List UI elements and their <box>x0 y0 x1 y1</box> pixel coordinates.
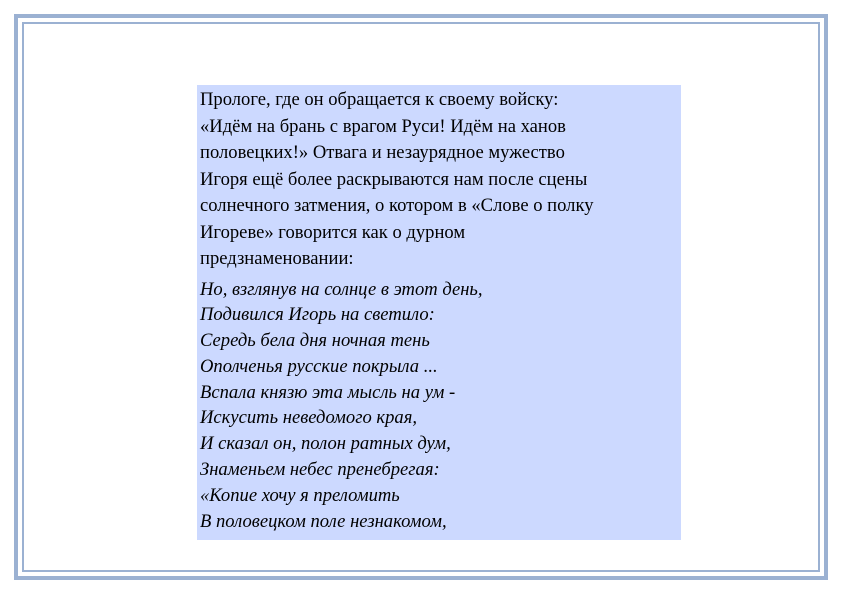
verse-line: Вспала князю эта мысль на ум - <box>200 381 456 403</box>
prose-paragraph <box>200 87 678 273</box>
verse-line: Знаменьем небес пренебрегая: <box>200 459 440 481</box>
verse-line: И сказал он, полон ратных дум, <box>200 433 451 455</box>
verse-line: В половецком поле незнакомом, <box>200 510 447 532</box>
verse-line: Искусить неведомого края, <box>200 407 417 429</box>
prose-line: Игореве» говорится как о дурном <box>200 221 466 243</box>
prose-line: Игоря ещё более раскрываются нам после сцены <box>200 168 588 190</box>
verse-line: «Копие хочу я преломить <box>200 484 400 506</box>
prose-line: Прологе, где он обращается к своему войску: <box>200 89 559 110</box>
verse-line: Но, взглянув на солнце в этот день, <box>200 278 483 300</box>
verse-quotation <box>200 277 678 535</box>
text-block <box>197 85 681 540</box>
verse-line: Ополченья русские покрыла ... <box>200 355 438 377</box>
prose-line: предзнаменовании: <box>200 248 354 269</box>
verse-line: Середь бела дня ночная тень <box>200 330 430 352</box>
prose-line: солнечного затмения, о котором в «Слове о полку <box>200 195 594 216</box>
prose-line: половецких!» Отвага и незаурядное мужество <box>200 142 565 163</box>
prose-line: «Идём на брань с врагом Руси! Идём на ханов <box>200 115 566 137</box>
verse-line: Подивился Игорь на светило: <box>200 304 435 326</box>
